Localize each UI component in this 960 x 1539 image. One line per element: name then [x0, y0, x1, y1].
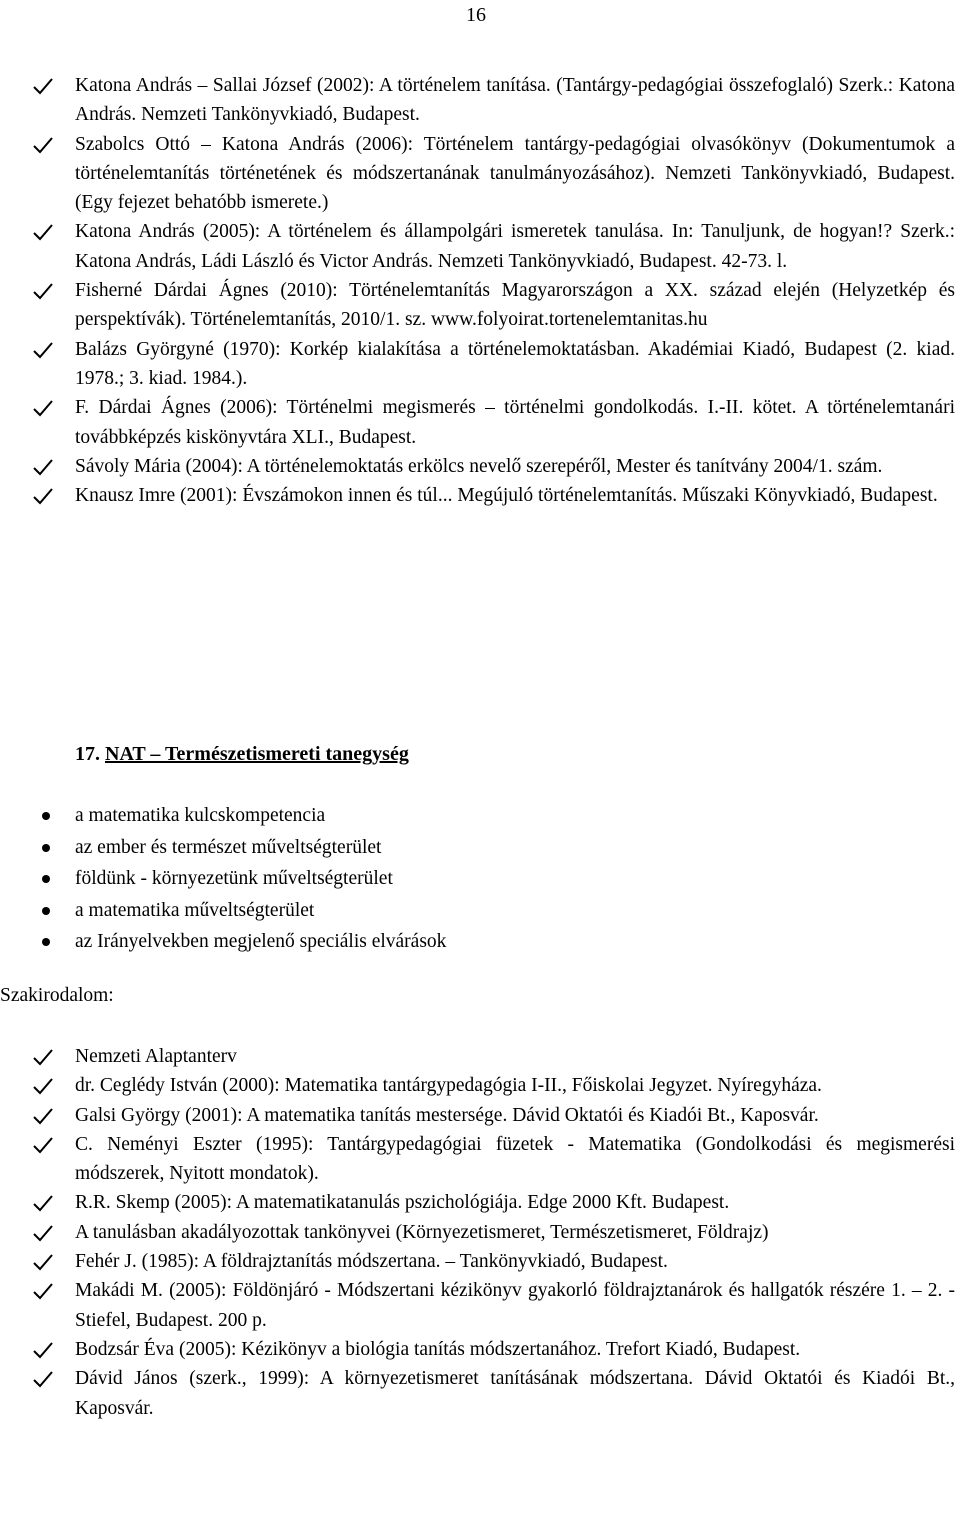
checkmark-icon [32, 280, 54, 302]
reference-text: C. Neményi Eszter (1995): Tantárgypedagógiai füzetek - Matematika (Gondolkodási és megismerési módszerek, Nyitott mondatok). [75, 1133, 955, 1185]
list-item [0, 276, 960, 335]
reference-text: Galsi György (2001): A matematika tanítás mestersége. Dávid Oktatói és Kiadói Bt., Kaposvár. [75, 1104, 819, 1126]
list-item [0, 1276, 960, 1335]
list-item [0, 1101, 960, 1130]
list-item [0, 335, 960, 394]
list-item [0, 71, 960, 130]
reference-text: Fehér J. (1985): A földrajztanítás módszertana. – Tankönyvkiadó, Budapest. [75, 1251, 668, 1273]
reference-text: Nemzeti Alaptanterv [75, 1046, 237, 1067]
page-number: 16 [466, 4, 486, 26]
reference-text: dr. Ceglédy István (2000): Matematika tantárgypedagógia I-II., Főiskolai Jegyzet. Nyíregyháza. [75, 1075, 822, 1097]
bullet-text: a matematika kulcskompetencia [75, 805, 326, 826]
list-item [0, 800, 960, 832]
list-item [0, 1188, 960, 1217]
reference-list-science [0, 1042, 960, 1423]
checkmark-icon [32, 1134, 54, 1156]
checkmark-icon [32, 1075, 54, 1097]
list-item [0, 895, 960, 927]
checkmark-icon [32, 1046, 54, 1068]
bullet-text: földünk - környezetünk műveltségterület [75, 868, 393, 889]
reference-text: R.R. Skemp (2005): A matematikatanulás pszichológiája. Edge 2000 Kft. Budapest. [75, 1192, 730, 1214]
bullet-dot-icon [42, 907, 50, 915]
list-item [0, 1042, 960, 1071]
reference-list-history [0, 71, 960, 510]
checkmark-icon [32, 1368, 54, 1390]
list-item [0, 926, 960, 958]
reference-text: Balázs Györgyné (1970): Korkép kialakítása a történelemoktatásban. Akadémiai Kiadó, Budapest (2. kiad. 1978.; 3. kiad. 1984.). [75, 338, 955, 389]
checkmark-icon [32, 1251, 54, 1273]
bullet-dot-icon [42, 875, 50, 883]
list-item [0, 832, 960, 864]
checkmark-icon [32, 456, 54, 478]
checkmark-icon [32, 485, 54, 507]
section-title: NAT – Természetismereti tanegység [105, 743, 409, 765]
reference-text: Katona András (2005): A történelem és állampolgári ismeretek tanulása. In: Tanuljunk, de hogyan!? Szerk.: Katona András, Ládi László és Victor András. Nemzeti Tankönyvkiadó, Budapest. 42-73. l. [75, 221, 955, 272]
section-number: 17. [75, 743, 100, 765]
reference-text: F. Dárdai Ágnes (2006): Történelmi megismerés – történelmi gondolkodás. I.-II. kötet. A történelemtanári továbbképzés kiskönyvtára XLI., Budapest. [75, 397, 955, 448]
checkmark-icon [32, 1280, 54, 1302]
list-item [0, 1247, 960, 1276]
checkmark-icon [32, 1222, 54, 1244]
list-item [0, 1071, 960, 1100]
bullet-dot-icon [42, 812, 50, 820]
checkmark-icon [32, 1192, 54, 1214]
list-item [0, 481, 960, 510]
reference-text: Knausz Imre (2001): Évszámokon innen és túl... Megújuló történelemtanítás. Műszaki Könyvkiadó, Budapest. [75, 485, 938, 507]
checkmark-icon [32, 75, 54, 97]
section-heading [75, 743, 409, 766]
checkmark-icon [32, 1339, 54, 1361]
list-item [0, 393, 960, 452]
checkmark-icon [32, 339, 54, 361]
checkmark-icon [32, 221, 54, 243]
bullet-text: a matematika műveltségterület [75, 899, 315, 921]
bullet-text: az ember és természet műveltségterület [75, 836, 382, 858]
szakirodalom-label: Szakirodalom: [0, 985, 114, 1006]
list-item [0, 130, 960, 218]
reference-text: Dávid János (szerk., 1999): A környezetismeret tanításának módszertana. Dávid Oktatói és Kiadói Bt., Kaposvár. [75, 1368, 955, 1419]
reference-text: Szabolcs Ottó – Katona András (2006): Történelem tantárgy-pedagógiai olvasókönyv (Dokumentumok a történelemtanítás történetének és módszertanának tanulmányozásához). Nemzeti Tankönyvkiadó, Budapest. (Egy fejezet behatóbb ismerete.) [75, 133, 955, 214]
list-item [0, 1335, 960, 1364]
list-item [0, 1218, 960, 1247]
list-item [0, 1130, 960, 1189]
reference-text: Sávoly Mária (2004): A történelemoktatás erkölcs nevelő szerepéről, Mester és tanítvány 2004/1. szám. [75, 455, 883, 477]
checkmark-icon [32, 1105, 54, 1127]
list-item [0, 1364, 960, 1423]
reference-text: Makádi M. (2005): Földönjáró - Módszertani kézikönyv gyakorló földrajztanárok és hallgatók részére 1. – 2. - Stiefel, Budapest. 200 p. [75, 1280, 955, 1331]
list-item [0, 217, 960, 276]
bullet-text: az Irányelvekben megjelenő speciális elvárások [75, 931, 447, 952]
bullet-dot-icon [42, 844, 50, 852]
reference-text: Katona András – Sallai József (2002): A történelem tanítása. (Tantárgy-pedagógiai összefoglaló) Szerk.: Katona András. Nemzeti Tankönyvkiadó, Budapest. [75, 75, 955, 126]
list-item [0, 452, 960, 481]
checkmark-icon [32, 134, 54, 156]
reference-text: A tanulásban akadályozottak tankönyvei (Környezetismeret, Természetismeret, Földrajz) [75, 1221, 769, 1243]
reference-text: Bodzsár Éva (2005): Kézikönyv a biológia tanítás módszertanához. Trefort Kiadó, Budapest. [75, 1338, 801, 1360]
bullet-dot-icon [42, 938, 50, 946]
checkmark-icon [32, 397, 54, 419]
reference-text: Fisherné Dárdai Ágnes (2010): Történelemtanítás Magyarországon a XX. század elején (Helyzetkép és perspektívák). Történelemtanítás, 2010/1. sz. www.folyoirat.tortenelemtanitas.hu [75, 280, 955, 331]
topic-bullet-list [0, 800, 960, 958]
list-item [0, 863, 960, 895]
